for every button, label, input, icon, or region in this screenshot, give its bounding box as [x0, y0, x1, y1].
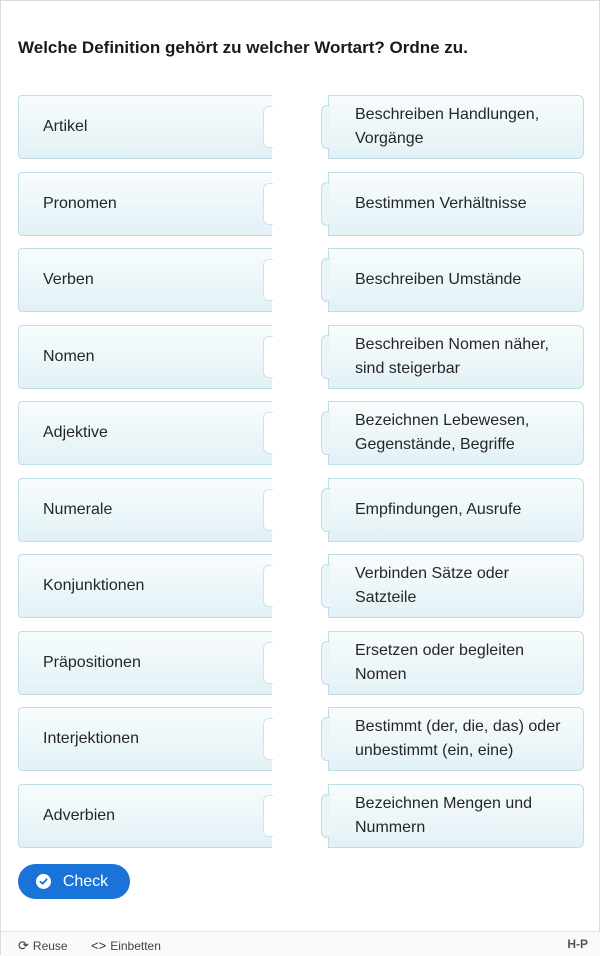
embed-label: Einbetten [110, 938, 161, 953]
word-type-label: Verben [43, 271, 94, 288]
definition-label: Beschreiben Handlungen, Vorgänge [355, 106, 540, 147]
check-button-label: Check [62, 872, 109, 890]
drag-tab [321, 335, 330, 379]
drag-tab [321, 488, 330, 532]
pair-row [1, 478, 600, 542]
drop-slot[interactable] [263, 412, 273, 454]
word-type-card [18, 401, 272, 465]
drop-slot[interactable] [263, 642, 273, 684]
definition-draggable[interactable] [328, 631, 584, 695]
word-type-card [18, 95, 272, 159]
drop-slot[interactable] [263, 259, 273, 301]
question-title: Welche Definition gehört zu welcher Wortart? Ordne zu. [18, 38, 468, 57]
word-type-card [18, 325, 272, 389]
drag-tab [321, 105, 330, 149]
word-type-card [18, 784, 272, 848]
word-type-card [18, 707, 272, 771]
drop-slot[interactable] [263, 183, 273, 225]
code-icon: <> [91, 938, 107, 953]
drop-slot[interactable] [263, 795, 273, 837]
definition-draggable[interactable] [328, 325, 584, 389]
pair-row [1, 784, 600, 848]
reuse-button[interactable] [18, 938, 68, 954]
embed-button[interactable] [91, 938, 161, 953]
definition-draggable[interactable] [328, 248, 584, 312]
pair-row [1, 401, 600, 465]
drag-tab [321, 717, 330, 761]
word-type-card [18, 554, 272, 618]
matching-pairs [1, 95, 600, 860]
definition-label: Bestimmt (der, die, das) oder unbestimmt (ein, eine) [355, 718, 561, 759]
definition-label: Bestimmen Verhältnisse [355, 194, 527, 212]
drag-tab [321, 258, 330, 302]
word-type-label: Adverbien [43, 806, 116, 824]
check-button[interactable] [18, 864, 130, 899]
reuse-icon: ⟳ [18, 938, 29, 953]
word-type-card [18, 478, 272, 542]
definition-label: Bezeichnen Lebewesen, Gegenstände, Begriffe [355, 412, 530, 453]
definition-label: Empfindungen, Ausrufe [355, 500, 522, 518]
word-type-label: Numerale [43, 500, 113, 518]
word-type-label: Artikel [43, 118, 88, 135]
drop-slot[interactable] [263, 336, 273, 378]
check-circle-icon [36, 874, 51, 889]
word-type-label: Adjektive [43, 424, 108, 441]
definition-label: Verbinden Sätze oder Satzteile [355, 565, 509, 606]
definition-draggable[interactable] [328, 172, 584, 236]
reuse-label: Reuse [32, 939, 68, 953]
word-type-card [18, 172, 272, 236]
definition-draggable[interactable] [328, 401, 584, 465]
pair-row [1, 554, 600, 618]
pair-row [1, 248, 600, 312]
definition-draggable[interactable] [328, 95, 584, 159]
drag-tab [321, 641, 330, 685]
definition-label: Beschreiben Nomen näher, sind steigerbar [355, 335, 549, 377]
word-type-label: Präpositionen [43, 653, 141, 671]
definition-label: Bezeichnen Mengen und Nummern [355, 794, 533, 836]
word-type-label: Konjunktionen [43, 577, 145, 594]
definition-draggable[interactable] [328, 707, 584, 771]
definition-draggable[interactable] [328, 478, 584, 542]
word-type-card [18, 631, 272, 695]
definition-draggable[interactable] [328, 554, 584, 618]
pair-row [1, 631, 600, 695]
drop-slot[interactable] [263, 718, 273, 760]
drag-tab [321, 564, 330, 608]
drop-slot[interactable] [263, 565, 273, 607]
word-type-label: Nomen [43, 347, 95, 365]
drag-tab [321, 794, 330, 838]
definition-label: Beschreiben Umstände [355, 271, 522, 288]
drag-tab [321, 182, 330, 226]
footer-bar [1, 931, 600, 956]
word-type-label: Pronomen [43, 194, 117, 212]
pair-row [1, 325, 600, 389]
definition-label: Ersetzen oder begleiten Nomen [355, 641, 524, 683]
definition-draggable[interactable] [328, 784, 584, 848]
drag-tab [321, 411, 330, 455]
h5p-logo[interactable]: H-P [567, 937, 588, 951]
pair-row [1, 172, 600, 236]
pair-row [1, 95, 600, 159]
word-type-label: Interjektionen [43, 730, 140, 747]
word-type-card [18, 248, 272, 312]
drop-slot[interactable] [263, 106, 273, 148]
pair-row [1, 707, 600, 771]
drop-slot[interactable] [263, 489, 273, 531]
